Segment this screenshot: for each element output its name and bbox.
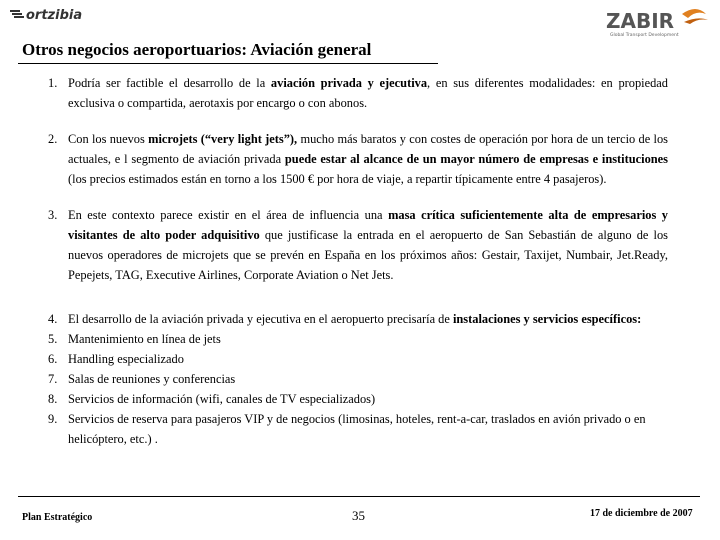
ortzibia-logo [10,6,100,22]
list-item-1 [48,73,668,113]
right-logo-tagline: Global Transport Development [610,33,679,38]
item-text: Servicios de reserva para pasajeros VIP y de negocios (limosinas, hoteles, rent-a-car, traslados en avión privado o en helicóptero, etc.) . [68,412,646,446]
item-number: 2. [48,132,58,146]
item-text: Salas de reuniones y conferencias [68,372,236,386]
item-number: 9. [48,412,58,426]
item-text: Con los nuevos microjets (“very light jets”), mucho más baratos y con costes de operación por hora de un tercio de los actuales, e l segmento de aviación privada puede estar al alcance de un mayor número de empresas e instituciones (los precios estimados están en torno a los 1500 € por hora de viaje, a repartir típicamente entre 4 pasajeros). [68,132,668,186]
list-item-5 [48,329,668,349]
footer-date: 17 de diciembre de 2007 [590,508,693,519]
item-number: 6. [48,352,58,366]
list-item-6 [48,349,668,369]
list-item-4 [48,309,668,329]
slide-title: Otros negocios aeroportuarios: Aviación general [22,40,372,59]
item-text: En este contexto parece existir en el área de influencia una masa crítica suficientemente alta de empresarios y visitantes de alto poder adquisitivo que justificase la entrada en el aeropuerto de San Sebastián de alguno de los nuevos operadores de microjets que se prevén en España en los próximos años: Gestair, Taxijet, Numbair, Jet.Ready, Pepejets, TAG, Executive Airlines, Corporate Aviation o Net Jets. [68,208,668,282]
list-item-2 [48,129,668,189]
footer-document-name: Plan Estratégico [22,512,93,523]
list-item-8 [48,389,668,409]
content-list [48,73,668,449]
item-number: 7. [48,372,58,386]
item-number: 1. [48,76,58,90]
item-number: 4. [48,312,58,326]
item-text: El desarrollo de la aviación privada y ejecutiva en el aeropuerto precisaría de instalaciones y servicios específicos: [68,312,642,326]
item-number: 5. [48,332,58,346]
item-text: Mantenimiento en línea de jets [68,332,221,346]
item-text: Podría ser factible el desarrollo de la aviación privada y ejecutiva, en sus diferentes modalidades: en propiedad exclusiva o compartida, aerotaxis por encargo o con abonos. [68,76,668,110]
title-underline [18,63,438,64]
zabir-logo [604,6,710,38]
item-number: 8. [48,392,58,406]
page-number: 35 [352,508,365,523]
left-logo-text: ortzibia [26,8,83,22]
item-text: Handling especializado [68,352,184,366]
footer-divider [18,496,700,497]
list-item-7 [48,369,668,389]
list-item-9 [48,409,668,449]
list-item-3 [48,205,668,285]
right-logo-text: ZABIR [606,9,675,33]
item-number: 3. [48,208,58,222]
item-text: Servicios de información (wifi, canales de TV especializados) [68,392,376,406]
